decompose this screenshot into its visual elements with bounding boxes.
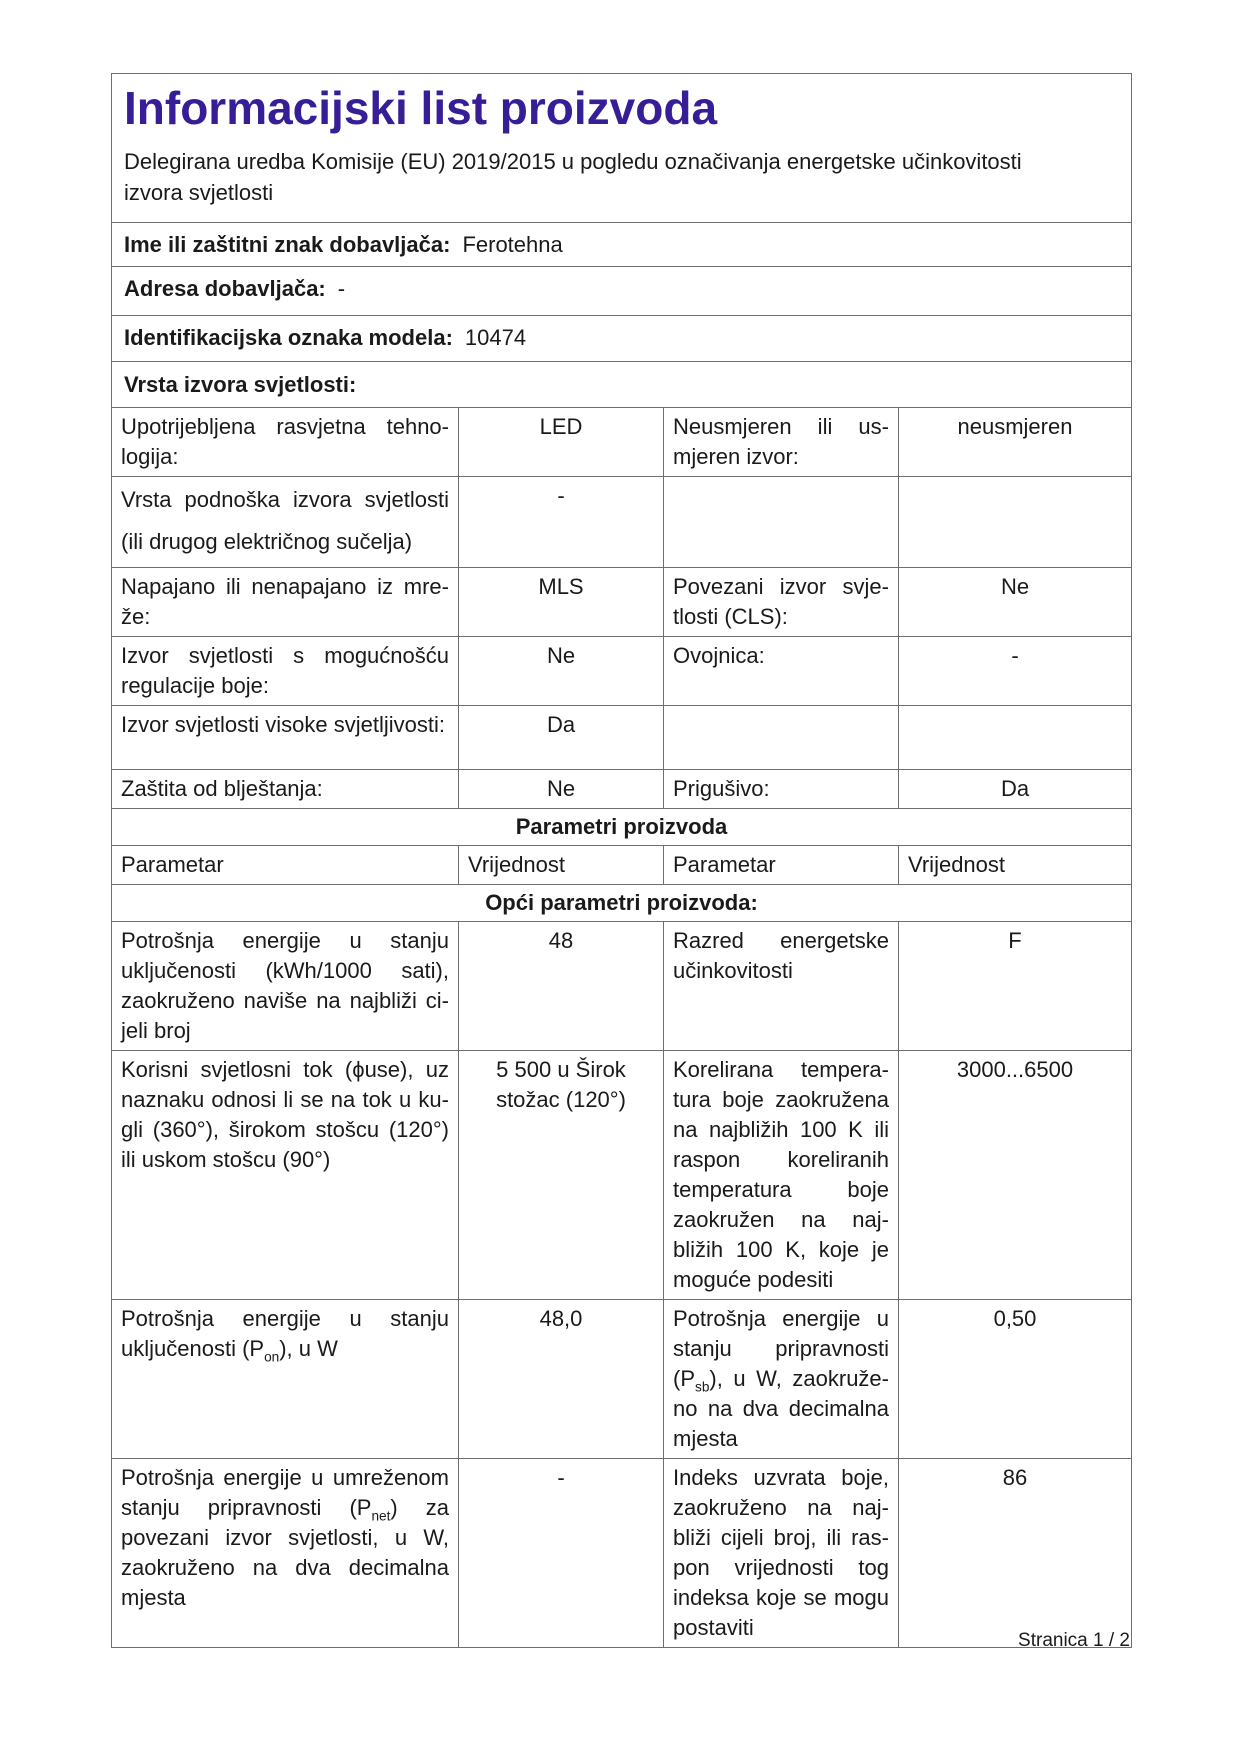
- value-cell: -: [898, 637, 1131, 705]
- param-cell: [663, 477, 898, 567]
- column-header: Parametar: [121, 852, 224, 877]
- param-cell: Zaštita od blještanja:: [121, 776, 323, 801]
- value-cell: -: [458, 1459, 663, 1647]
- table-row: [112, 921, 1131, 1050]
- value-cell: F: [898, 922, 1131, 1050]
- value-cell: 0,50: [898, 1300, 1131, 1458]
- column-header: Vrijednost: [458, 846, 663, 884]
- supplier-address-label: Adresa dobavljača:: [124, 276, 326, 301]
- model-id-label: Identifikacijska oznaka modela:: [124, 325, 453, 350]
- param-cell: Potrošnja energije u stanju pripravnosti $(P_{sb})$, u W, zaokruženo na dva decimalna mjesta: [663, 1300, 898, 1458]
- param-cell: Povezani izvor svjetlosti (CLS):: [663, 568, 898, 636]
- column-header: Parametar: [663, 846, 898, 884]
- light-source-type-header: Vrsta izvora svjetlosti:: [112, 361, 1131, 407]
- param-cell: Potrošnja energije u stanju uključenosti $(P_{on})$, u W: [121, 1306, 449, 1365]
- param-cell: Napajano ili nenapajano iz mreže:: [121, 574, 449, 629]
- param-cell: Upotrijebljena rasvjetna tehnologija:: [121, 414, 449, 469]
- column-header: Vrijednost: [898, 846, 1131, 884]
- value-cell: 86: [898, 1459, 1131, 1647]
- param-cell: Prigušivo:: [663, 770, 898, 808]
- value-cell: Ne: [898, 568, 1131, 636]
- product-information-sheet: [111, 73, 1132, 1648]
- product-parameters-header: Parametri proizvoda: [112, 808, 1131, 845]
- model-id-value: 10474: [464, 325, 527, 350]
- param-cell: Korelirana temperatura boje zaokružena na najbližih 100 K ili raspon koreliranih temperatura boje zaokružen na najbližih 100 K, koje je moguće podesiti: [663, 1051, 898, 1299]
- table-row: [112, 1050, 1131, 1299]
- param-cell: Indeks uzvrata boje, zaokruženo na najbliži cijeli broj, ili raspon vrijednosti tog indeksa koje se mogu postaviti: [663, 1459, 898, 1647]
- param-cell: [663, 706, 898, 769]
- param-cell: Potrošnja energije u stanju uključenosti (kWh/1000 sati), zaokruženo naviše na najbliži cijeli broj: [121, 928, 449, 1043]
- value-cell: LED: [458, 408, 663, 476]
- value-cell: 48,0: [458, 1300, 663, 1458]
- param-cell: Korisni svjetlosni tok (ϕuse), uz naznaku odnosi li se na tok u kugli (360°), širokom stošcu (120°) ili uskom stošcu (90°): [121, 1057, 449, 1172]
- table-row: [112, 407, 1131, 476]
- model-id-row: [112, 315, 1131, 361]
- table-row: [112, 769, 1131, 808]
- param-cell: Izvor svjetlosti visoke svjetljivosti:: [121, 712, 445, 737]
- title-block: [112, 74, 1131, 222]
- value-cell: 5 500 u Širok stožac (120°): [458, 1051, 663, 1299]
- value-cell: 3000...6500: [898, 1051, 1131, 1299]
- table-row: [112, 636, 1131, 705]
- page-title: Informacijski list proizvoda: [124, 82, 718, 134]
- value-cell: Da: [898, 770, 1131, 808]
- param-cell: Neusmjeren ili usmjeren izvor:: [663, 408, 898, 476]
- value-cell: MLS: [458, 568, 663, 636]
- value-cell: [898, 706, 1131, 769]
- value-cell: -: [458, 477, 663, 567]
- param-cell: Izvor svjetlosti s mogućnošću regulacije boje:: [121, 643, 449, 698]
- table-row: [112, 567, 1131, 636]
- supplier-name-row: [112, 222, 1131, 266]
- supplier-address-row: [112, 266, 1131, 315]
- table-row: [112, 1299, 1131, 1458]
- param-cell: Vrsta podnoška izvora svjetlosti (ili drugog električnog sučelja): [121, 487, 449, 554]
- param-cell: Ovojnica:: [663, 637, 898, 705]
- column-header-row: [112, 845, 1131, 884]
- param-cell: Potrošnja energije u umreženom stanju pripravnosti $(P_{net})$ za povezani izvor svjetlosti, u W, zaokruženo na dva decimalna mjesta: [121, 1465, 449, 1610]
- supplier-address-value: -: [337, 276, 346, 301]
- value-cell: [898, 477, 1131, 567]
- general-parameters-header: Opći parametri proizvoda:: [112, 884, 1131, 921]
- regulation-subtitle: Delegirana uredba Komisije (EU) 2019/2015 u pogledu označivanja energetske učinkovitosti izvora svjetlosti: [124, 149, 1022, 205]
- page-number: Stranica 1 / 2: [1018, 1630, 1130, 1651]
- table-row: [112, 705, 1131, 769]
- value-cell: Da: [458, 706, 663, 769]
- supplier-name-label: Ime ili zaštitni znak dobavljača:: [124, 232, 451, 257]
- value-cell: Ne: [458, 770, 663, 808]
- value-cell: Ne: [458, 637, 663, 705]
- table-row: [112, 476, 1131, 567]
- value-cell: 48: [458, 922, 663, 1050]
- param-cell: Razred energetske učinkovitosti: [663, 922, 898, 1050]
- value-cell: neusmjeren: [898, 408, 1131, 476]
- table-row: [112, 1458, 1131, 1647]
- supplier-name-value: Ferotehna: [462, 232, 563, 257]
